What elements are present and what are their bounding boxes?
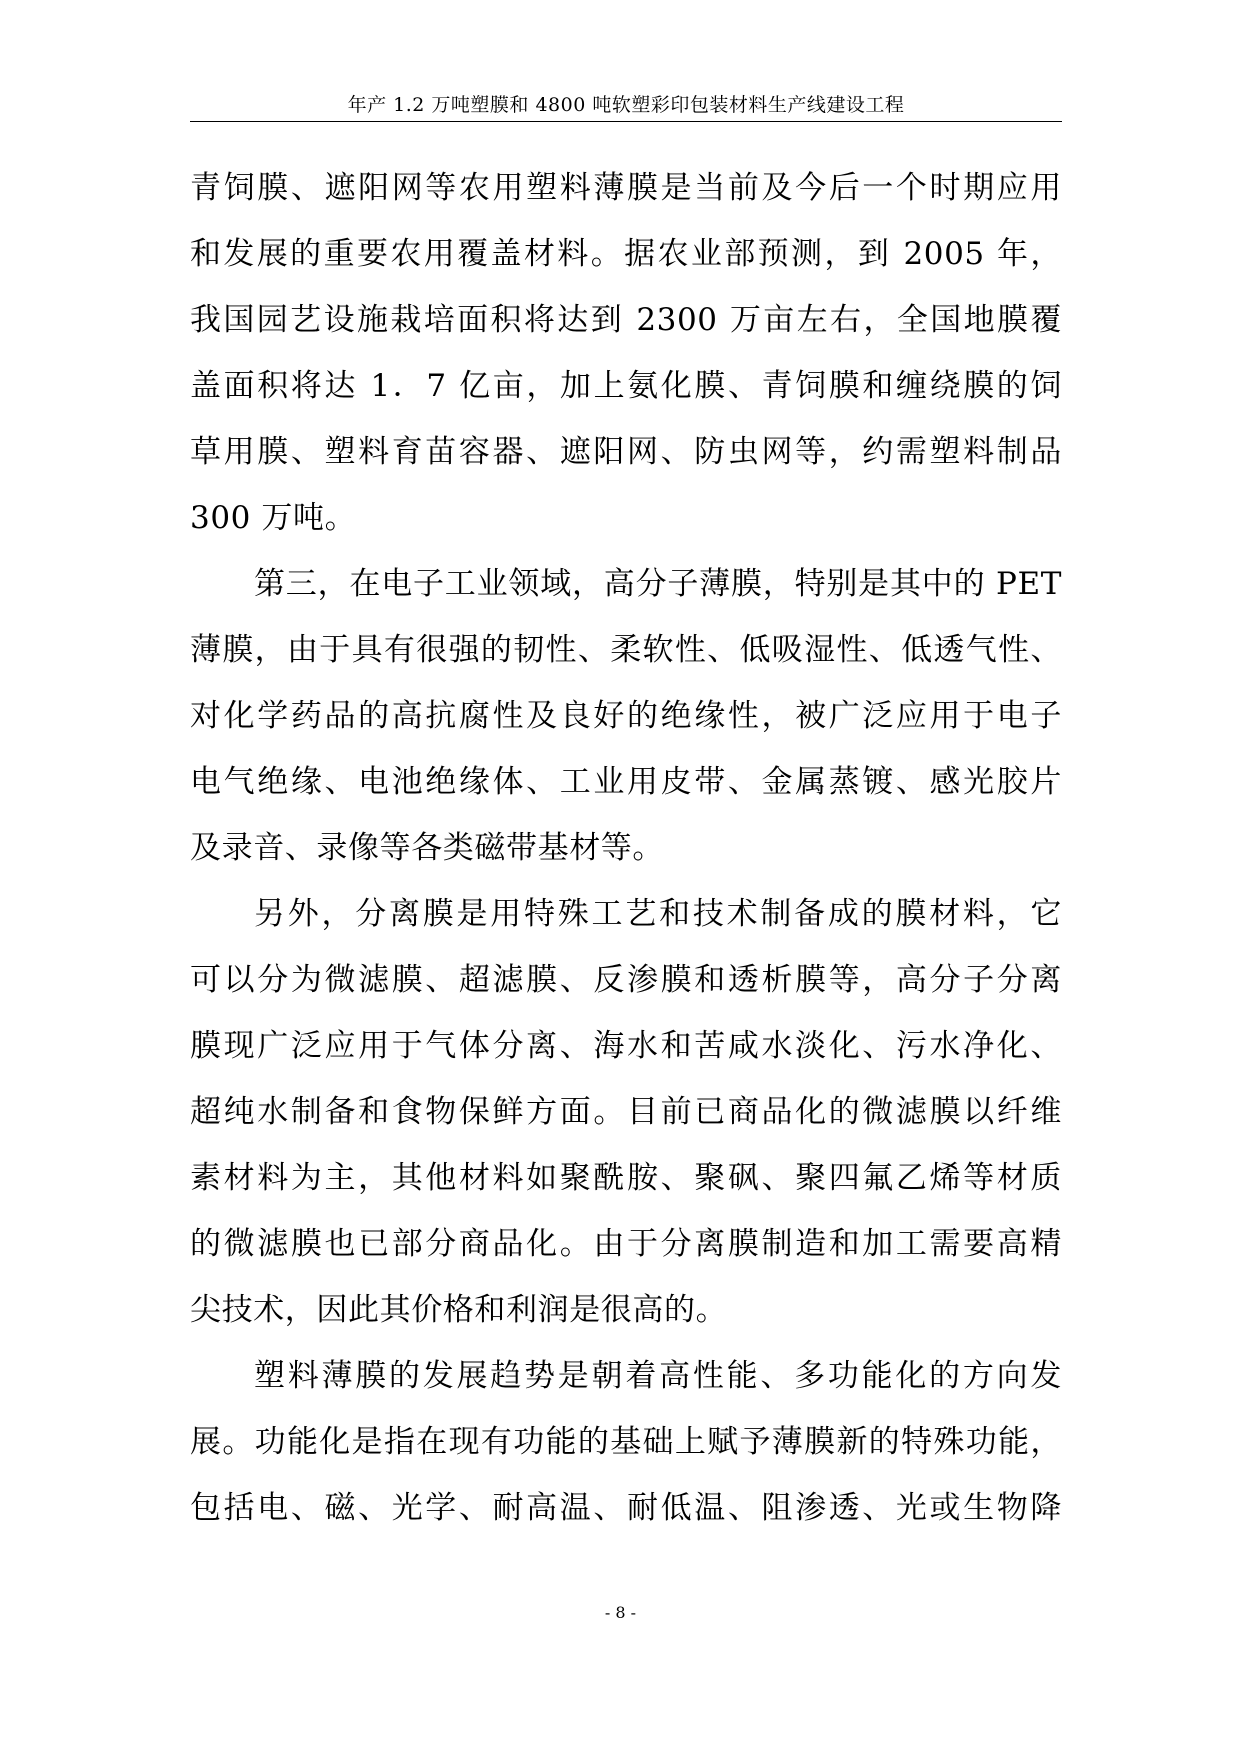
text-line: 素材料为主，其他材料如聚酰胺、聚砜、聚四氟乙烯等材质 [190,1160,1062,1196]
text-line: 尖技术，因此其价格和利润是很高的。 [190,1292,728,1328]
text-line: 我国园艺设施栽培面积将达到 2300 万亩左右，全国地膜覆 [190,302,1062,338]
running-header-title: 年产 1.2 万吨塑膜和 4800 吨软塑彩印包装材料生产线建设工程 [347,94,905,116]
text-line: 塑料薄膜的发展趋势是朝着高性能、多功能化的方向发 [254,1358,1062,1394]
text-line: 及录音、录像等各类磁带基材等。 [190,830,664,866]
text-line: 青饲膜、遮阳网等农用塑料薄膜是当前及今后一个时期应用 [190,170,1062,206]
text-line: 可以分为微滤膜、超滤膜、反渗膜和透析膜等，高分子分离 [190,962,1062,998]
page-number: - 8 - [604,1603,637,1622]
text-line: 薄膜，由于具有很强的韧性、柔软性、低吸湿性、低透气性、 [190,632,1062,668]
text-line: 电气绝缘、电池绝缘体、工业用皮带、金属蒸镀、感光胶片 [190,764,1062,800]
body-text [190,155,1062,1541]
header-rule [190,121,1062,122]
text-line: 超纯水制备和食物保鲜方面。目前已商品化的微滤膜以纤维 [190,1094,1062,1130]
text-line: 草用膜、塑料育苗容器、遮阳网、防虫网等，约需塑料制品 [190,434,1062,470]
text-line: 膜现广泛应用于气体分离、海水和苦咸水淡化、污水净化、 [190,1028,1062,1064]
text-line: 包括电、磁、光学、耐高温、耐低温、阻渗透、光或生物降 [190,1490,1062,1526]
text-line: 盖面积将达 1．7 亿亩，加上氨化膜、青饲膜和缠绕膜的饲 [190,368,1062,404]
text-line: 展。功能化是指在现有功能的基础上赋予薄膜新的特殊功能， [190,1424,1062,1460]
text-line: 和发展的重要农用覆盖材料。据农业部预测，到 2005 年， [190,236,1062,272]
text-line: 第三，在电子工业领域，高分子薄膜，特别是其中的 PET [254,566,1062,602]
text-line: 另外，分离膜是用特殊工艺和技术制备成的膜材料，它 [254,896,1062,932]
text-line: 对化学药品的高抗腐性及良好的绝缘性，被广泛应用于电子 [190,698,1062,734]
text-line: 300 万吨。 [190,500,357,536]
text-line: 的微滤膜也已部分商品化。由于分离膜制造和加工需要高精 [190,1226,1062,1262]
